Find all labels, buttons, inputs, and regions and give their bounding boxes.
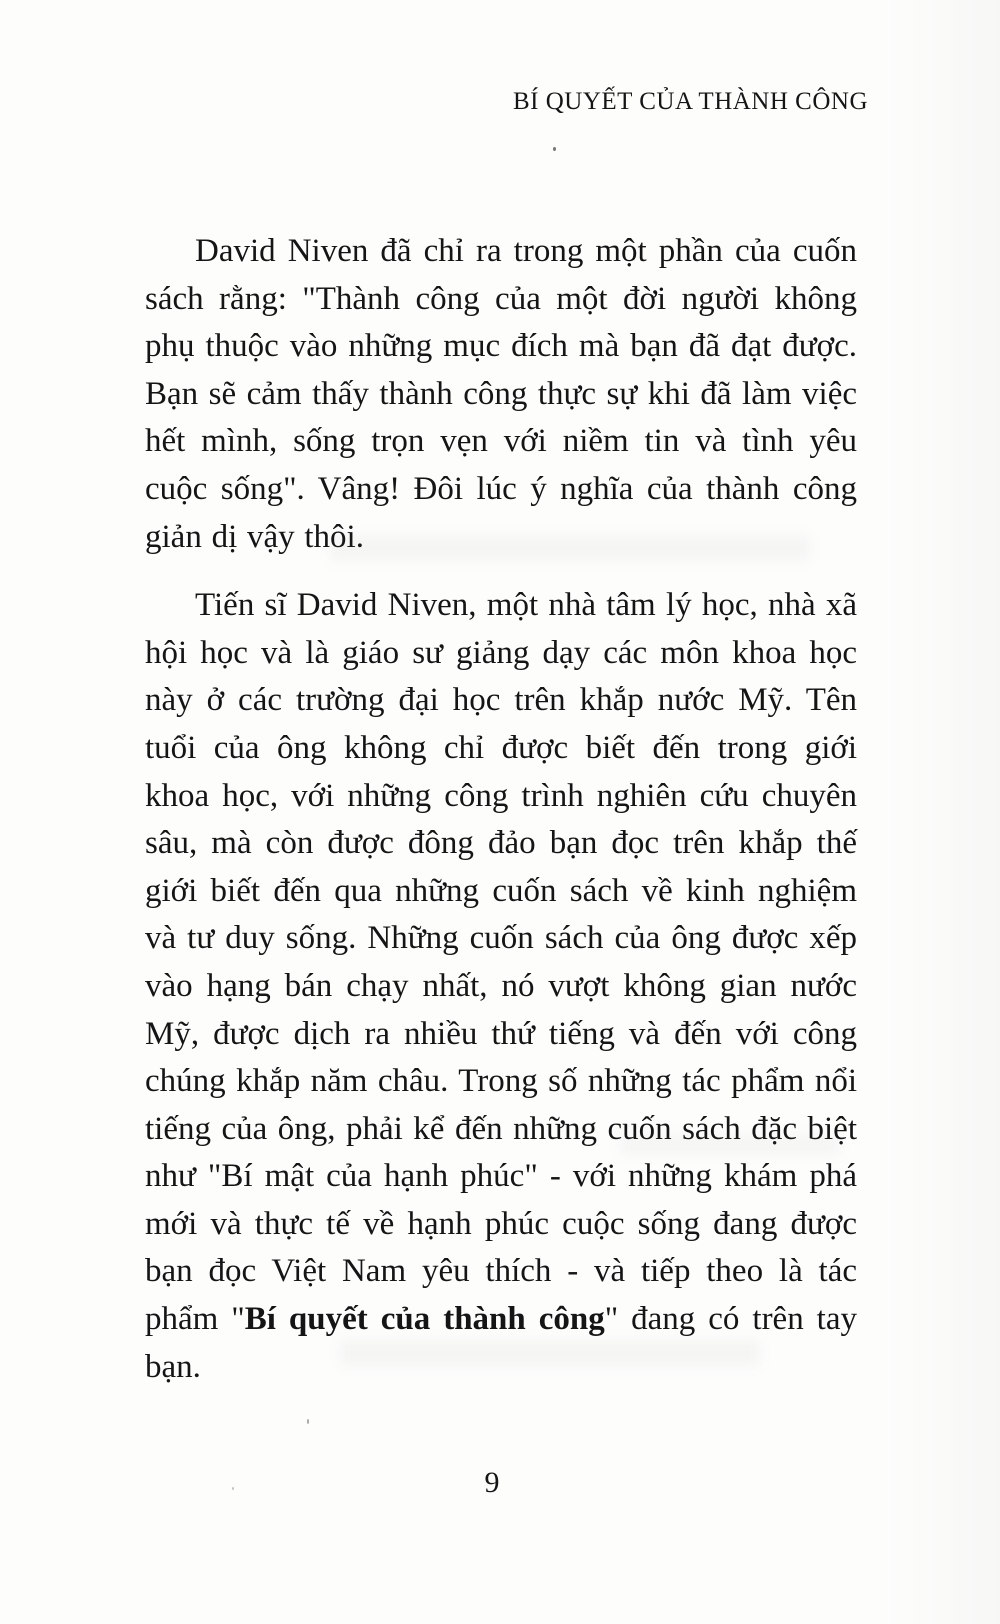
paragraph-2-tail: " đang có trên tay bạn. (145, 1301, 857, 1385)
scan-edge-shading (880, 0, 1000, 1624)
page-number: 9 (484, 1466, 500, 1499)
paragraph-1: David Niven đã chỉ ra trong một phần của cuốn sách rằng: "Thành công của một đời người không phụ thuộc vào những mục đích mà bạn đã đạt được. Bạn sẽ cảm thấy thành công thực sự khi đã làm việc hết mình, sống trọn vẹn với niềm tin và tình yêu cuộc sống". Vâng! Đôi lúc ý nghĩa của thành công giản dị vậy thôi. (145, 233, 857, 555)
page-body-text (145, 228, 857, 1391)
paragraph-2 (145, 582, 857, 1391)
paragraph-2-text: Tiến sĩ David Niven, một nhà tâm lý học, nhà xã hội học và là giáo sư giảng dạy các môn khoa học này ở các trường đại học trên khắp nước Mỹ. Tên tuổi của ông không chỉ được biết đến trong giới khoa học, với những công trình nghiên cứu chuyên sâu, mà còn được đông đảo bạn đọc trên khắp thế giới biết đến qua những cuốn sách về kinh nghiệm và tư duy sống. Những cuốn sách của ông được xếp vào hạng bán chạy nhất, nó vượt không gian nước Mỹ, được dịch ra nhiều thứ tiếng và đến với công chúng khắp năm châu. Trong số những tác phẩm nổi tiếng của ông, phải kể đến những cuốn sách đặc biệt như "Bí mật của hạnh phúc" - với những khám phá mới và thực tế về hạnh phúc cuộc sống đang được bạn đọc Việt Nam yêu thích - và tiếp theo là tác phẩm " (145, 587, 857, 1338)
running-header: BÍ QUYẾT CỦA THÀNH CÔNG (512, 88, 868, 115)
scan-speck (553, 147, 556, 151)
scan-speck (307, 1419, 309, 1424)
book-title-bold: Bí quyết của thành công (244, 1301, 605, 1338)
